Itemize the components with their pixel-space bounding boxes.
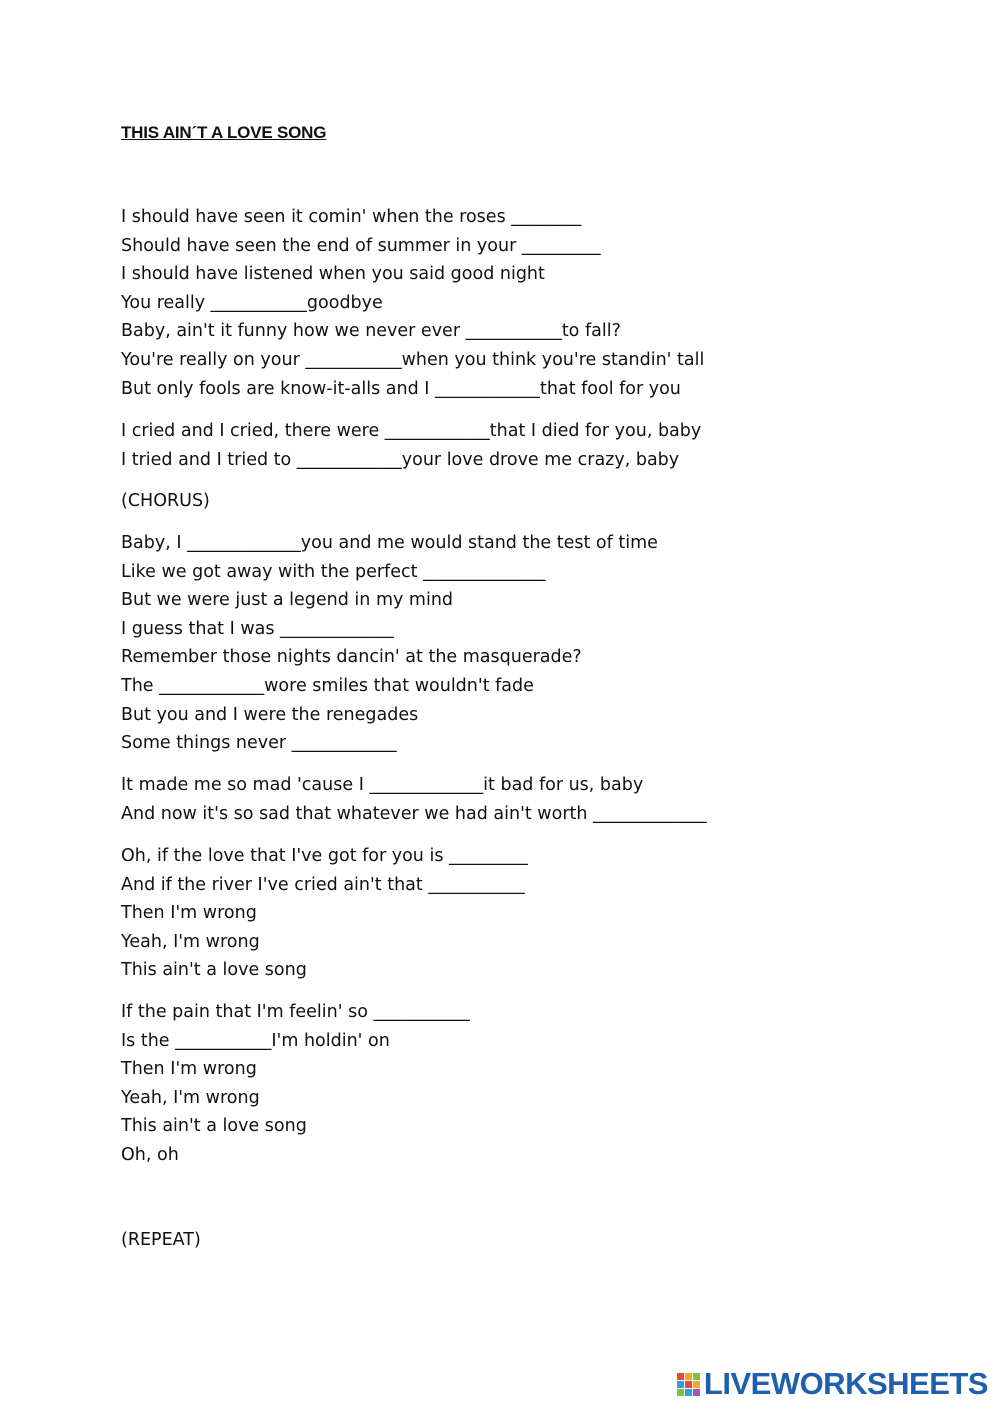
lyric-line: This ain't a love song (121, 1116, 307, 1137)
lyric-line: Like we got away with the perfect ______________ (121, 561, 546, 582)
lyric-line: Then I'm wrong (121, 1059, 257, 1080)
lyric-line: Baby, ain't it funny how we never ever ___________to fall? (121, 321, 621, 342)
lyric-line: Should have seen the end of summer in your _________ (121, 235, 601, 256)
lyric-line: Remember those nights dancin' at the masquerade? (121, 647, 582, 668)
lyric-line: (REPEAT) (121, 1230, 201, 1250)
lyric-line: Oh, if the love that I've got for you is _________ (121, 846, 528, 866)
brand-name: LIVEWORKSHEETS (703, 1366, 988, 1401)
stanza-1 (121, 203, 704, 403)
lyric-line: The ____________wore smiles that wouldn't fade (121, 675, 534, 696)
lyric-line: Some things never ____________ (121, 733, 397, 754)
lyric-line: You're really on your ___________when you think you're standin' tall (121, 349, 705, 370)
stanza-chorus (121, 529, 658, 758)
lyric-line: You really ___________goodbye (121, 292, 383, 313)
lyric-line: Is the ___________I'm holdin' on (121, 1030, 390, 1051)
lyric-line: Oh, oh (121, 1144, 179, 1165)
lyric-line: I cried and I cried, there were ____________that I died for you, baby (121, 421, 702, 441)
lyric-line: I guess that I was _____________ (121, 618, 394, 639)
lyric-line: But we were just a legend in my mind (121, 590, 454, 611)
lyric-line: But only fools are know-it-alls and I ____________that fool for you (121, 378, 681, 399)
chorus-label (121, 487, 210, 516)
lyric-line: This ain't a love song (121, 960, 307, 981)
lyric-line: (CHORUS) (121, 491, 210, 511)
lyric-line: It made me so mad 'cause I _____________it bad for us, baby (121, 775, 644, 795)
repeat-label (121, 1226, 201, 1255)
stanza-5 (121, 842, 528, 985)
lyric-line: Yeah, I'm wrong (121, 931, 260, 952)
lyric-line: I should have seen it comin' when the roses ________ (121, 207, 582, 227)
lyric-line: And if the river I've cried ain't that ___________ (121, 874, 525, 895)
lyric-line: I tried and I tried to ____________your love drove me crazy, baby (121, 449, 680, 470)
lyric-line: Yeah, I'm wrong (121, 1087, 260, 1108)
stanza-2 (121, 417, 701, 474)
stanza-6 (121, 998, 470, 1170)
stanza-4 (121, 771, 707, 828)
worksheet-title: THIS AIN´T A LOVE SONG (121, 123, 327, 142)
lyric-line: And now it's so sad that whatever we had ain't worth _____________ (121, 803, 707, 824)
lyric-line: Then I'm wrong (121, 903, 257, 924)
lyric-line: But you and I were the renegades (121, 704, 419, 725)
lyric-line: Baby, I _____________you and me would stand the test of time (121, 533, 658, 553)
liveworksheets-logo-icon (677, 1373, 700, 1396)
lyric-line: I should have listened when you said good night (121, 264, 545, 285)
lyric-line: If the pain that I'm feelin' so ___________ (121, 1002, 470, 1022)
liveworksheets-footer (677, 1366, 988, 1402)
